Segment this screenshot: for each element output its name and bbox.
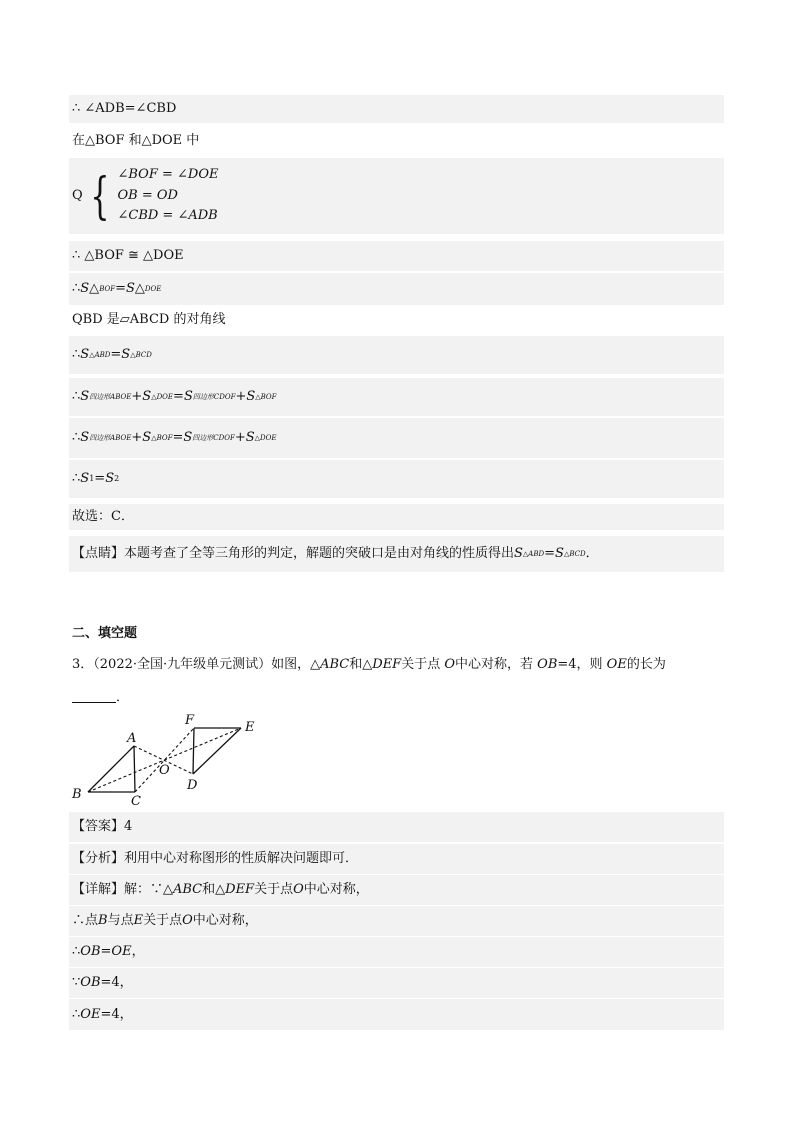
plus: + (235, 389, 247, 404)
equals: = (173, 389, 184, 404)
math-var: O (444, 657, 456, 672)
detail-text: 和△ (202, 882, 226, 897)
question-text: 和△ (349, 657, 373, 672)
left-brace: { (90, 167, 110, 225)
question-line-1 (72, 653, 666, 672)
area-symbol: S (142, 430, 152, 445)
detail-text: 关于点 (254, 882, 294, 897)
area-symbol: S (80, 347, 90, 362)
proof-line-5 (69, 273, 724, 305)
detail-text: ∵ (72, 975, 81, 990)
label-b: B (72, 787, 82, 802)
detail-text: 中心对称， (192, 913, 258, 928)
question-text: =4，则 (557, 657, 607, 672)
system-lines (117, 165, 218, 227)
detail-line-1 (69, 875, 724, 905)
math-var: OB (537, 657, 558, 672)
area-subscript: 四边形CDOF (192, 434, 235, 442)
detail-text: = (100, 944, 112, 959)
label-a: A (127, 731, 137, 746)
question-text: 的长为 (626, 657, 666, 672)
area-symbol: S (246, 389, 256, 404)
therefore-symbol: ∴ (72, 430, 81, 445)
area-subscript: △BOF (151, 434, 173, 442)
label-f: F (185, 713, 195, 728)
detail-text: 与点 (107, 913, 134, 928)
area-symbol: S (183, 430, 193, 445)
area-symbol: S (121, 347, 131, 362)
area-subscript: △DOE (151, 393, 174, 401)
therefore-symbol: ∴ (72, 471, 81, 486)
equation-system (72, 165, 218, 227)
proof-text: ∴ △BOF ≅ △DOE (72, 248, 184, 263)
area-symbol: S (245, 430, 255, 445)
math-var: O (293, 882, 304, 897)
question-text: 3．（2022·全国·九年级单元测试）如图，△ (72, 657, 321, 672)
area-symbol: S (105, 471, 115, 486)
detail-line-5 (69, 999, 724, 1030)
math-var: E (133, 913, 144, 928)
segment-fd (193, 728, 194, 774)
analysis-text: 【分析】利用中心对称图形的性质解决问题即可． (72, 851, 359, 866)
therefore-symbol: ∴ (72, 281, 81, 296)
detail-line-4 (69, 968, 724, 998)
proof-line-7 (69, 336, 724, 374)
area-symbol: S (142, 389, 152, 404)
label-e: E (245, 720, 255, 735)
equals: = (172, 430, 184, 445)
detail-text: =4， (100, 1006, 133, 1022)
area-symbol: S (183, 389, 193, 404)
detail-text: =4， (100, 975, 133, 990)
equals: = (110, 347, 122, 362)
period: ． (116, 690, 130, 705)
math-var: B (98, 913, 108, 928)
detail-text: ∴点 (72, 913, 99, 928)
therefore-symbol: ∴ (72, 347, 81, 362)
math-var: DEF (372, 657, 402, 672)
area-symbol: S△ (80, 281, 100, 296)
area-symbol: S (80, 430, 90, 445)
area-symbol: S (514, 546, 523, 561)
proof-line-11 (69, 504, 724, 530)
area-subscript: 1 (89, 474, 95, 483)
area-subscript: 四边形ABOE (89, 393, 132, 401)
math-var: O (182, 913, 193, 928)
choice-answer: 故选：C． (72, 509, 134, 524)
area-subscript: 四边形CDOF (192, 393, 236, 401)
therefore-symbol: ∴ (72, 389, 81, 404)
plus: + (131, 430, 143, 445)
proof-line-10 (69, 460, 724, 498)
proof-line-8 (69, 378, 724, 416)
proof-line-1 (69, 95, 724, 123)
math-var: ABC (173, 882, 203, 897)
proof-line-4 (69, 241, 724, 271)
area-symbol: S (555, 546, 564, 561)
detail-text: ∴ (72, 1006, 81, 1022)
area-subscript: 2 (114, 474, 120, 483)
area-subscript: DOE (144, 285, 162, 293)
symmetry-figure (68, 708, 268, 810)
detail-text: 关于点 (143, 913, 183, 928)
area-subscript: △BCD (130, 351, 152, 359)
detail-text: 【详解】解：∵△ (72, 882, 173, 897)
area-subscript: △DOE (254, 434, 277, 442)
math-var: ABC (320, 657, 350, 672)
area-symbol: S (80, 389, 90, 404)
period: ． (585, 546, 599, 561)
segment-de (193, 728, 241, 774)
math-var: OB (80, 944, 101, 959)
detail-text: ， (131, 944, 145, 959)
label-c: C (131, 794, 141, 809)
segment-ab (88, 746, 134, 792)
proof-text: 在△BOF 和△DOE 中 (72, 133, 200, 148)
answer-line (69, 812, 724, 842)
area-subscript: 四边形ABOE (89, 434, 132, 442)
math-var: OE (80, 1006, 101, 1022)
answer-text: 【答案】4 (72, 819, 133, 834)
math-var: DEF (225, 882, 255, 897)
equals: = (544, 546, 556, 561)
segment-ac (134, 746, 135, 792)
plus: + (131, 389, 143, 404)
area-subscript: BOF (99, 285, 116, 293)
proof-line-6 (69, 309, 724, 331)
system-line-2: OB = OD (117, 187, 178, 203)
proof-text: ∴ ∠ADB=∠CBD (72, 101, 177, 116)
area-symbol: S (80, 471, 90, 486)
area-subscript: △BCD (563, 550, 586, 558)
detail-line-2 (69, 906, 724, 936)
math-var: OE (606, 657, 627, 672)
system-line-3: ∠CBD = ∠ADB (117, 208, 218, 224)
math-var: OB (80, 975, 101, 990)
section-heading: 二、填空题 (72, 626, 138, 641)
question-line-2 (72, 686, 129, 705)
detail-text: ∴ (72, 944, 81, 959)
detail-line-3 (69, 937, 724, 967)
label-d: D (187, 778, 198, 793)
detail-text: 中心对称， (303, 882, 369, 897)
analysis-line (69, 844, 724, 874)
question-text: 关于点 (401, 657, 445, 672)
area-subscript: △ABD (89, 351, 111, 359)
area-subscript: △ABD (522, 550, 545, 558)
question-text: 中心对称，若 (455, 657, 538, 672)
proof-line-2 (69, 130, 724, 152)
because-symbol: Q (72, 188, 83, 203)
math-var: OE (111, 944, 132, 959)
plus: + (234, 430, 246, 445)
proof-comment (69, 536, 724, 572)
answer-blank[interactable] (72, 690, 116, 703)
proof-line-9 (69, 418, 724, 458)
dashed-be (88, 728, 241, 792)
system-line-1: ∠BOF = ∠DOE (117, 167, 219, 183)
comment-text: 【点睛】本题考查了全等三角形的判定，解题的突破口是由对角线的性质得出 (72, 546, 515, 561)
area-symbol: =S△ (115, 281, 145, 296)
area-subscript: △BOF (255, 393, 277, 401)
label-o: O (159, 763, 170, 778)
proof-text: QBD 是▱ABCD 的对角线 (72, 312, 226, 327)
proof-system (69, 158, 724, 234)
equals: = (94, 471, 106, 486)
